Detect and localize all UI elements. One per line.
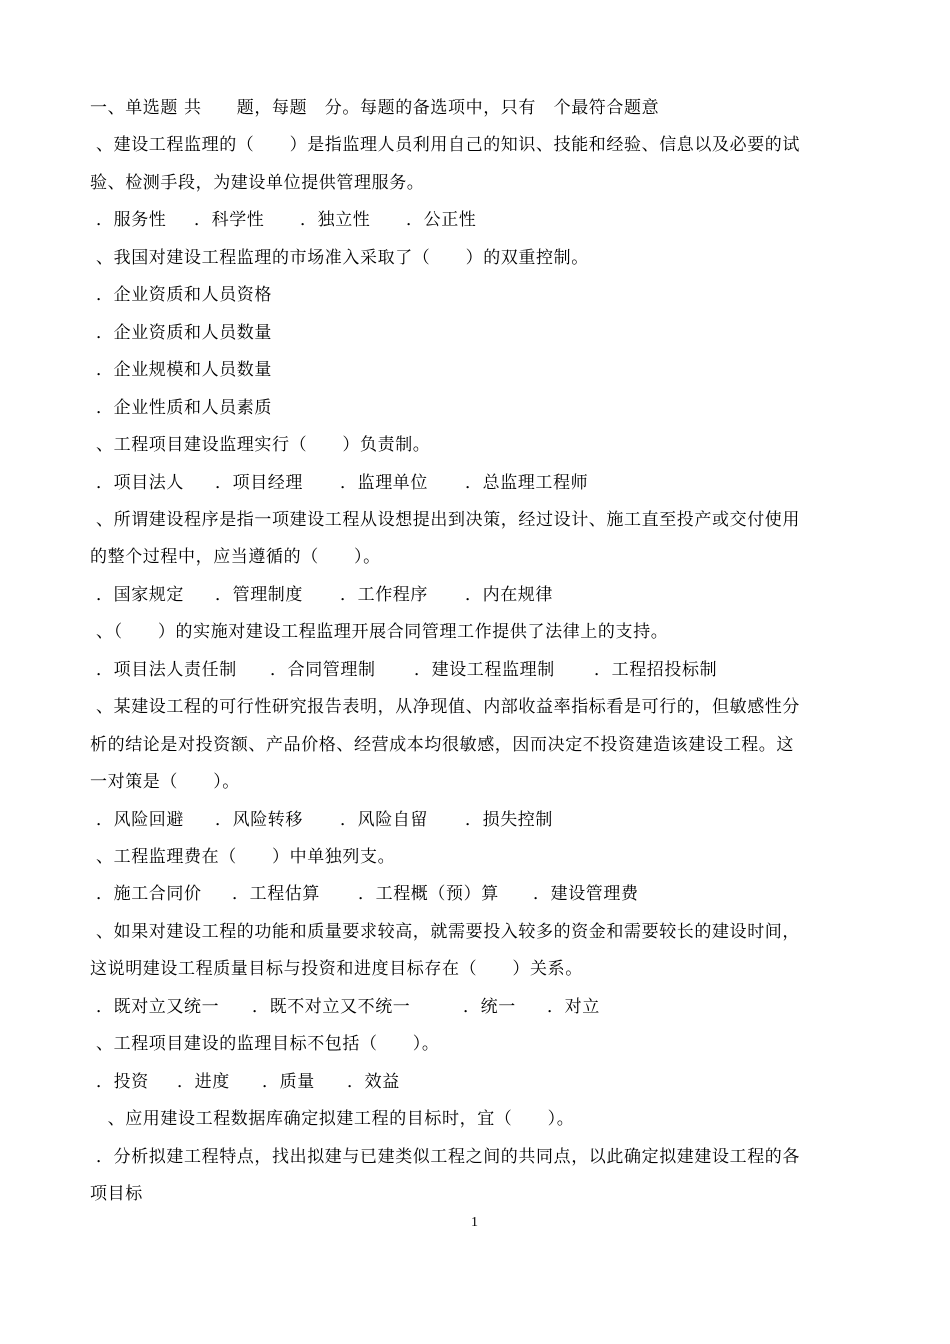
option-text: ．风险自留 xyxy=(340,810,428,830)
question-stem: 、工程项目建设的监理目标不包括（ ）。 xyxy=(90,1034,440,1054)
option-text: ．工程概（预）算 xyxy=(358,884,499,904)
option-text: ．合同管理制 xyxy=(270,660,376,680)
question-stem: 这说明建设工程质量目标与投资和进度目标存在（ ）关系。 xyxy=(90,959,583,979)
option-text: ．总监理工程师 xyxy=(465,473,589,493)
option-text: ．项目法人责任制 xyxy=(90,660,237,680)
question-stem: 一对策是（ ）。 xyxy=(90,772,240,792)
option-text: ．监理单位 xyxy=(340,473,428,493)
option-text: ．工程招投标制 xyxy=(594,660,718,680)
question-stem: 、工程项目建设监理实行（ ）负责制。 xyxy=(90,435,431,455)
option-text: ．进度 xyxy=(177,1072,230,1092)
question-stem: 的整个过程中，应当遵循的（ ）。 xyxy=(90,547,381,567)
section-header: 一、单选题 共 题，每题 分。每题的备选项中，只有 个最符合题意 xyxy=(90,98,660,118)
option-text: ．对立 xyxy=(547,997,600,1017)
question-stem: 、某建设工程的可行性研究报告表明，从净现值、内部收益率指标看是可行的，但敏感性分 xyxy=(90,697,801,717)
option-text: ．科学性 xyxy=(194,210,265,230)
option-text: ．管理制度 xyxy=(215,585,303,605)
option-text: ．效益 xyxy=(347,1072,400,1092)
option-text: ．项目经理 xyxy=(215,473,303,493)
question-stem: 、所谓建设程序是指一项建设工程从设想提出到决策，经过设计、施工直至投产或交付使用 xyxy=(90,510,801,530)
option-text: ．公正性 xyxy=(406,210,477,230)
option-text: ．质量 xyxy=(262,1072,315,1092)
option-text: ．企业规模和人员数量 xyxy=(90,360,273,380)
option-text: ．工程估算 xyxy=(232,884,320,904)
option-text: ．建设工程监理制 xyxy=(414,660,555,680)
question-stem: 、建设工程监理的（ ）是指监理人员利用自己的知识、技能和经验、信息以及必要的试 xyxy=(90,135,801,155)
option-text: ．既不对立又不统一 xyxy=(252,997,411,1017)
option-text: 项目标 xyxy=(90,1184,143,1204)
option-text: ．施工合同价 xyxy=(90,884,202,904)
option-text: ．建设管理费 xyxy=(533,884,639,904)
option-text: ．统一 xyxy=(463,997,516,1017)
question-stem: 、我国对建设工程监理的市场准入采取了（ ）的双重控制。 xyxy=(90,248,589,268)
question-stem: 、如果对建设工程的功能和质量要求较高，就需要投入较多的资金和需要较长的建设时间， xyxy=(90,922,801,942)
option-text: ．国家规定 xyxy=(90,585,185,605)
question-stem: 析的结论是对投资额、产品价格、经营成本均很敏感，因而决定不投资建造该建设工程。这 xyxy=(90,735,794,755)
option-text: ．风险回避 xyxy=(90,810,185,830)
option-text: ．内在规律 xyxy=(465,585,553,605)
option-text: ．企业资质和人员数量 xyxy=(90,323,273,343)
option-text: ．服务性 xyxy=(90,210,167,230)
question-stem: 、（ ）的实施对建设工程监理开展合同管理工作提供了法律上的支持。 xyxy=(90,622,669,642)
option-text: ．企业性质和人员素质 xyxy=(90,398,273,418)
option-text: ．既对立又统一 xyxy=(90,997,220,1017)
option-text: ．分析拟建工程特点，找出拟建与已建类似工程之间的共同点，以此确定拟建建设工程的各 xyxy=(90,1147,801,1167)
option-text: ．独立性 xyxy=(300,210,371,230)
question-stem: 、工程监理费在（ ）中单独列支。 xyxy=(90,847,396,867)
option-text: ．工作程序 xyxy=(340,585,428,605)
question-stem: 、应用建设工程数据库确定拟建工程的目标时，宜（ ）。 xyxy=(90,1109,575,1129)
page-number: 1 xyxy=(471,1215,478,1230)
option-text: ．损失控制 xyxy=(465,810,553,830)
option-text: ．风险转移 xyxy=(215,810,303,830)
option-text: ．项目法人 xyxy=(90,473,185,493)
question-stem: 验、检测手段，为建设单位提供管理服务。 xyxy=(90,173,425,193)
option-text: ．企业资质和人员资格 xyxy=(90,285,273,305)
option-text: ．投资 xyxy=(90,1072,149,1092)
